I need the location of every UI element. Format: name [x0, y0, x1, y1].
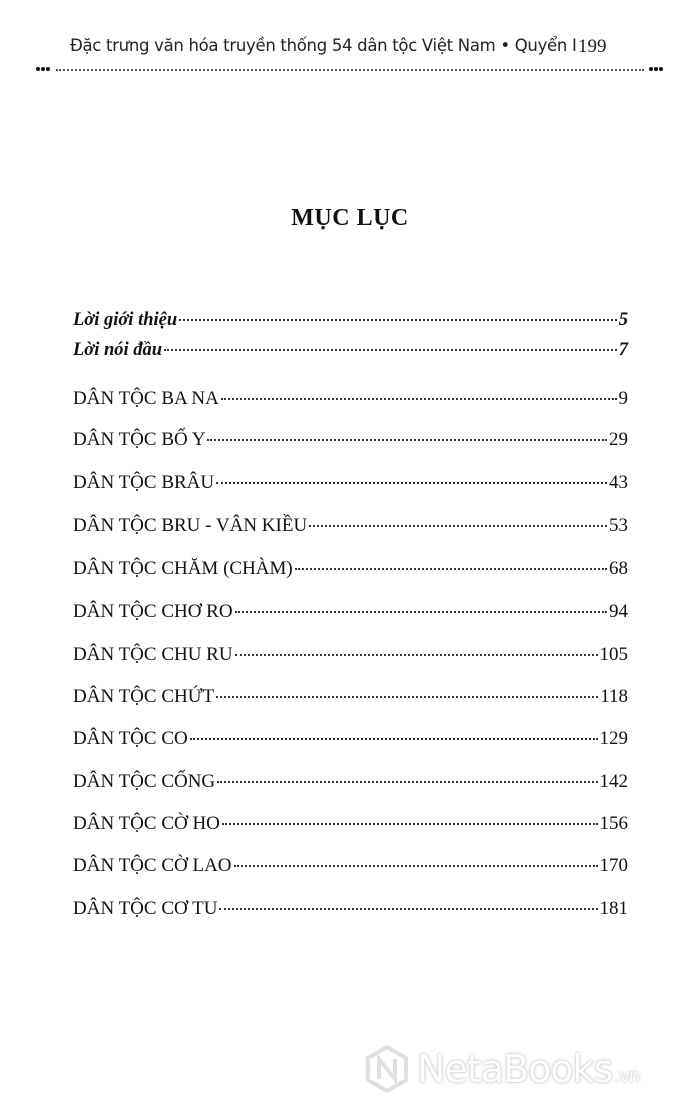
toc-entry	[73, 310, 628, 331]
toc-entry-label: Lời nói đầu	[73, 340, 163, 360]
dot-leader	[207, 439, 607, 441]
toc-entry-page: 170	[599, 855, 628, 876]
toc-entry-label: DÂN TỘC CỐNG	[73, 771, 216, 792]
toc-entry	[73, 644, 628, 666]
toc-entry-label: DÂN TỘC BA NA	[73, 388, 219, 409]
toc-entry	[73, 558, 628, 580]
dot-leader	[190, 738, 598, 740]
dot-leader	[216, 482, 607, 484]
toc-entry-label: DÂN TỘC BỐ Y	[73, 429, 206, 450]
toc-entry-label: DÂN TỘC BRU - VÂN KIỀU	[73, 515, 308, 536]
dot-leader	[216, 696, 598, 698]
toc-entry-label: DÂN TỘC CƠ TU	[73, 898, 218, 919]
toc-entry	[73, 813, 628, 835]
toc-entry	[73, 472, 628, 494]
toc-entry-page: 181	[599, 898, 628, 919]
running-header	[0, 34, 700, 64]
dot-leader	[309, 525, 607, 527]
toc-entry-page: 156	[599, 813, 628, 834]
toc-entry	[73, 388, 628, 410]
toc-entry-page: 53	[609, 515, 628, 536]
toc-entry	[73, 855, 628, 877]
dot-leader	[219, 908, 597, 910]
header-divider	[36, 67, 664, 73]
toc-entry-label: DÂN TỘC CO	[73, 728, 188, 749]
toc-entry-label: Lời giới thiệu	[73, 310, 178, 330]
dot-leader	[164, 349, 617, 351]
dot-leader	[235, 654, 598, 656]
page-title: MỤC LỤC	[291, 205, 409, 231]
toc-entry	[73, 771, 628, 793]
toc-entry-label: DÂN TỘC CHỨT	[73, 686, 215, 707]
dot-leader	[217, 781, 597, 783]
book-title: Đặc trưng văn hóa truyền thống 54 dân tộc Việt Nam • Quyển I	[70, 36, 577, 55]
dot-leader	[235, 611, 607, 613]
toc-entry-page: 29	[609, 429, 628, 450]
dot-leader	[234, 865, 598, 867]
toc-entry-page: 118	[600, 686, 628, 707]
dot-leader	[221, 398, 617, 400]
toc-entry-page: 7	[618, 340, 628, 360]
page-number: 199	[578, 36, 607, 57]
toc-entry-page: 105	[599, 644, 628, 665]
toc-entry	[73, 340, 628, 361]
toc-entry	[73, 686, 628, 708]
toc-entry-label: DÂN TỘC CHU RU	[73, 644, 233, 665]
toc-entry-page: 9	[618, 388, 628, 409]
toc-entry-page: 68	[609, 558, 628, 579]
toc-entry-page: 5	[618, 310, 628, 330]
toc-entry-page: 43	[609, 472, 628, 493]
netabooks-logo-icon	[365, 1045, 409, 1093]
toc-entry-label: DÂN TỘC BRÂU	[73, 472, 215, 493]
netabooks-watermark: NetaBooks .vn	[365, 1045, 639, 1093]
toc-entry	[73, 728, 628, 750]
toc-entry-label: DÂN TỘC CỜ HO	[73, 813, 220, 834]
dot-leader	[295, 568, 607, 570]
toc-entry-page: 129	[599, 728, 628, 749]
dot-leader	[222, 823, 598, 825]
toc-entry-label: DÂN TỘC CHĂM (CHÀM)	[73, 558, 293, 579]
toc-entry	[73, 898, 628, 920]
toc-entry	[73, 429, 628, 451]
toc-entry-label: DÂN TỘC CỜ LAO	[73, 855, 232, 876]
toc-entry-page: 142	[599, 771, 628, 792]
toc-entry-label: DÂN TỘC CHƠ RO	[73, 601, 233, 622]
toc-entry	[73, 601, 628, 623]
dot-leader	[179, 319, 617, 321]
toc-entry-page: 94	[609, 601, 628, 622]
toc-entry	[73, 515, 628, 537]
